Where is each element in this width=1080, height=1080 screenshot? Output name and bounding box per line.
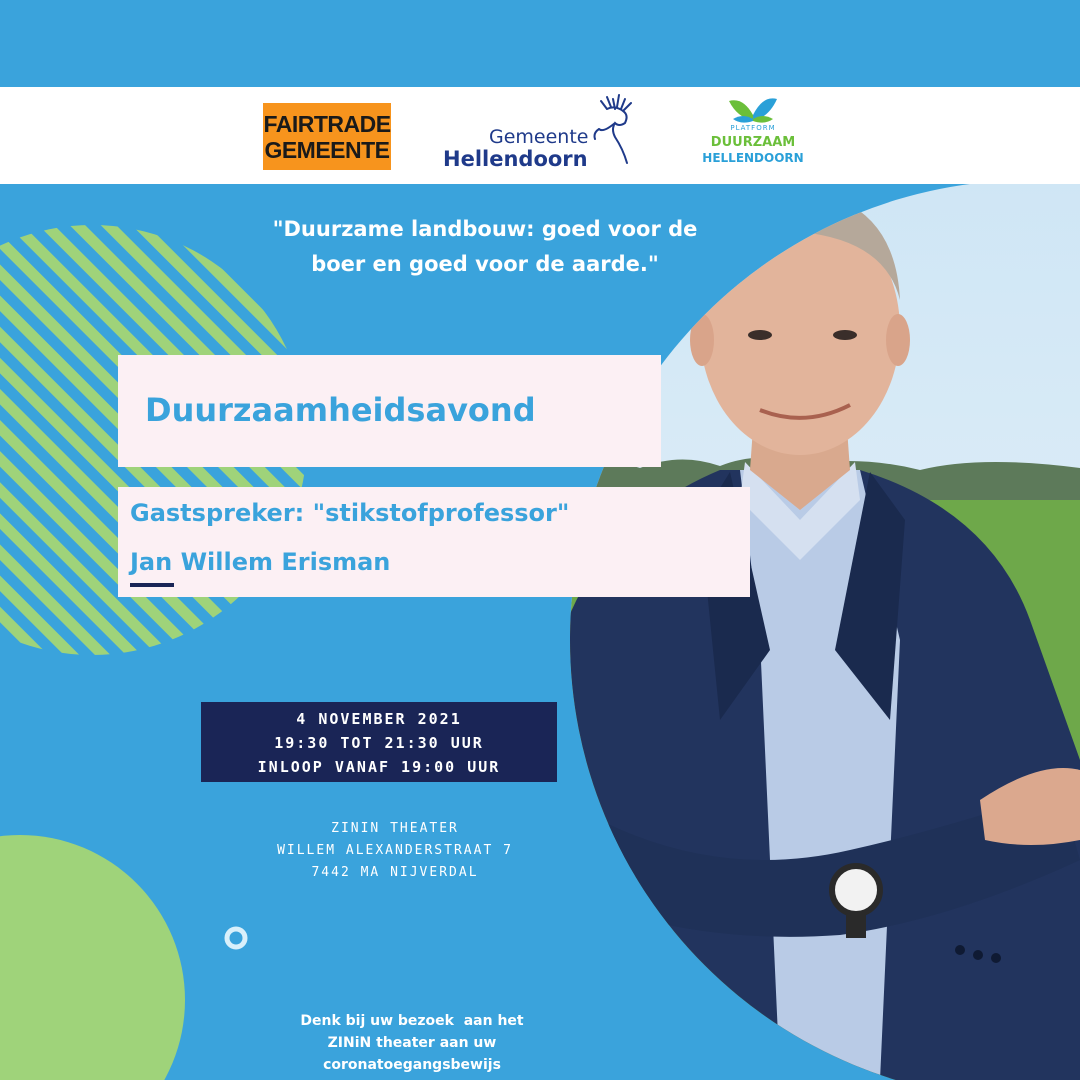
event-title: Duurzaamheidsavond bbox=[145, 391, 536, 429]
watch-shape bbox=[832, 866, 880, 914]
gemeente-label: Gemeente bbox=[489, 126, 589, 148]
duurzaam-label: DUURZAAM bbox=[710, 135, 796, 150]
venue-city: 7442 MA NIJVERDAL bbox=[311, 865, 479, 880]
fairtrade-logo-line2: GEMEENTE bbox=[264, 136, 390, 163]
speaker-role: Gastspreker: "stikstofprofessor" bbox=[130, 499, 570, 527]
green-circle-shape bbox=[0, 835, 185, 1080]
venue-address bbox=[240, 818, 550, 884]
reminder-line-1: Denk bij uw bezoek aan het bbox=[300, 1013, 524, 1029]
quote-line-2: boer en goed voor de aarde." bbox=[311, 252, 659, 276]
event-walk-in: INLOOP VANAF 19:00 UUR bbox=[257, 758, 501, 776]
hellendoorn-label: Hellendoorn bbox=[443, 147, 588, 171]
ring-shape bbox=[227, 929, 245, 947]
reminder-line-2: ZINiN theater aan uw bbox=[327, 1035, 497, 1051]
logo-bar bbox=[0, 87, 1080, 184]
platform-label: PLATFORM bbox=[730, 124, 776, 132]
butterfly-icon bbox=[723, 91, 783, 125]
quote-line-1: "Duurzame landbouw: goed voor de bbox=[272, 217, 698, 241]
underline-accent bbox=[130, 583, 174, 587]
venue-street: WILLEM ALEXANDERSTRAAT 7 bbox=[277, 843, 513, 858]
deer-icon bbox=[585, 93, 645, 173]
speaker-name: Jan Willem Erisman bbox=[130, 548, 391, 576]
speaker-photo bbox=[540, 180, 1080, 1080]
date-time-box bbox=[201, 702, 557, 782]
hellendoorn-platform-label: HELLENDOORN bbox=[702, 151, 804, 165]
quote bbox=[240, 212, 730, 282]
reminder-line-3: coronatoegangsbewijs bbox=[323, 1057, 501, 1073]
corona-reminder bbox=[262, 1010, 562, 1076]
gemeente-hellendoorn-logo bbox=[440, 93, 650, 181]
venue-name: ZININ THEATER bbox=[331, 821, 459, 836]
event-time: 19:30 TOT 21:30 UUR bbox=[274, 734, 484, 752]
title-box bbox=[118, 355, 661, 467]
fairtrade-gemeente-logo bbox=[263, 103, 391, 170]
event-date: 4 NOVEMBER 2021 bbox=[296, 710, 462, 728]
platform-duurzaam-hellendoorn-logo bbox=[688, 91, 818, 181]
fairtrade-logo-line1: FAIRTRADE bbox=[263, 110, 391, 137]
speaker-box bbox=[118, 487, 750, 597]
